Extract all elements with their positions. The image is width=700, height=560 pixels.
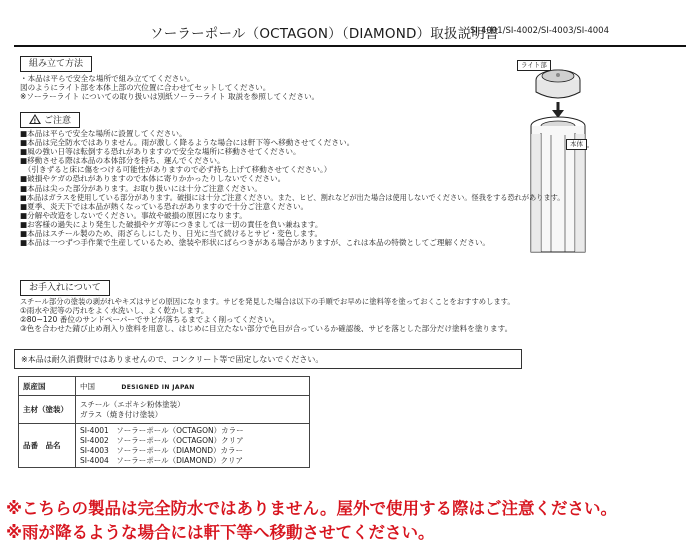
assembly-text [20,74,319,101]
care-text [20,297,515,333]
caution-line: ■お客様の過失により発生した破損やケガ等につきましては一切の責任を負い兼ねます。 [20,219,323,229]
caution-line: ■風の強い日等は転倒する恐れがありますので安全な場所に移動させてください。 [20,147,301,157]
model-numbers: SI-4001/SI-4002/SI-4003/SI-4004 [470,26,609,36]
caution-heading [20,112,80,128]
caution-line: ■本品は尖った部分があります。お取り扱いには十分ご注意ください。 [20,183,262,193]
table-row [19,424,310,468]
care-line: ③色を合わせた錆び止め剤入り塗料を用意し、はじめに目立たない部分で色目が合っているか確認後、サビを落とした部分だけ塗料を塗ります。 [20,324,513,334]
header-rule [14,45,686,47]
origin-cell [76,377,310,396]
care-line: ①雨水や泥等の汚れをよく水洗いし、よく乾かします。 [20,306,209,316]
caution-heading-label: ご注意 [44,116,72,126]
assembly-line: ・本品は平らで安全な場所で組み立ててください。 [20,74,195,83]
spec-table [18,376,310,468]
material-line: スチール（エポキシ粉体塗装） [80,399,185,409]
waterproof-warning: ※こちらの製品は完全防水ではありません。屋外で使用する際はご注意ください。 [6,499,618,518]
caution-line: ■分解や改造をしないでください。事故や破損の原因になります。 [20,210,247,220]
assembly-line: 図のようにライト部を本体上部の穴位置に合わせてセットしてください。 [20,83,271,93]
caution-line: ■夏季、炎天下では本品が熱くなっている恐れがありますので十分ご注意ください。 [20,201,309,211]
fixing-note: ※本品は耐久消費財ではありませんので、コンクリート等で固定しないでください。 [14,349,522,369]
material-cell [76,396,310,424]
assembly-line: ※ソーラーライト についての取り扱いは別紙ソーラーライト 取説を参照してください。 [20,92,320,102]
table-row [19,377,310,396]
origin-value: 中国 [80,381,95,391]
item-line: SI-4004 ソーラーポール（DIAMOND）クリア [80,455,243,465]
assembly-heading: 組み立て方法 [20,56,92,72]
material-label: 主材（塗装） [19,396,76,424]
warning-icon [29,114,41,124]
care-line: スチール部分の塗装の剥がれやキズはサビの原因になります。サビを発見した場合は以下の手順でお早めに塗料等を塗っておくことをおすすめします。 [20,297,515,306]
material-line: ガラス（焼き付け塗装） [80,409,163,419]
caution-text [20,129,564,247]
caution-line: ■本品はスチール製のため、雨ざらしにしたり、日光に当て続けるとサビ・変色します。 [20,229,323,239]
caution-line: ■移動させる際は本品の本体部分を持ち、運んでください。 [20,156,225,166]
item-line: SI-4003 ソーラーポール（DIAMOND）カラー [80,445,243,455]
caution-line: （引きずると床に傷をつける可能性がありますので必ず持ち上げて移動させてください。） [20,165,332,175]
caution-line: ■破損やケガの恐れがありますので本体に寄りかかったりしないでください。 [20,174,286,184]
caution-line: ■本品は平らで安全な場所に設置してください。 [20,129,187,138]
caution-line: ■本品は完全防水ではありません。雨が激しく降るような場合には軒下等へ移動させてください。 [20,138,355,148]
table-row [19,396,310,424]
item-line: SI-4002 ソーラーポール（OCTAGON）クリア [80,435,244,445]
body-label: 本体 [566,139,587,150]
page-title: ソーラーポール（OCTAGON）（DIAMOND）取扱説明書 [150,26,499,42]
caution-line: ■本品は一つずつ手作業で生産しているため、塗装や形状にばらつきがある場合がありますが、これは本品の特徴としてご理解ください。 [20,238,491,248]
care-heading: お手入れについて [20,280,110,296]
designed-in-japan: DESIGNED IN JAPAN [121,383,195,391]
item-label: 品番 品名 [19,424,76,468]
care-line: ②80~120 番位のサンドペーパーでサビが落ちるまでよく削ってください。 [20,315,280,325]
light-part-label: ライト部 [517,60,551,71]
item-cell [76,424,310,468]
origin-label: 原産国 [19,377,76,396]
item-line: SI-4001 ソーラーポール（OCTAGON）カラー [80,425,244,435]
caution-line: ■本品はガラスを使用している部分があります。破損には十分ご注意ください。また、ヒビ、割れなどが出た場合は使用しないでください。怪我をする恐れがあります。 [20,192,565,202]
rain-warning: ※雨が降るような場合には軒下等へ移動させてください。 [6,523,435,542]
